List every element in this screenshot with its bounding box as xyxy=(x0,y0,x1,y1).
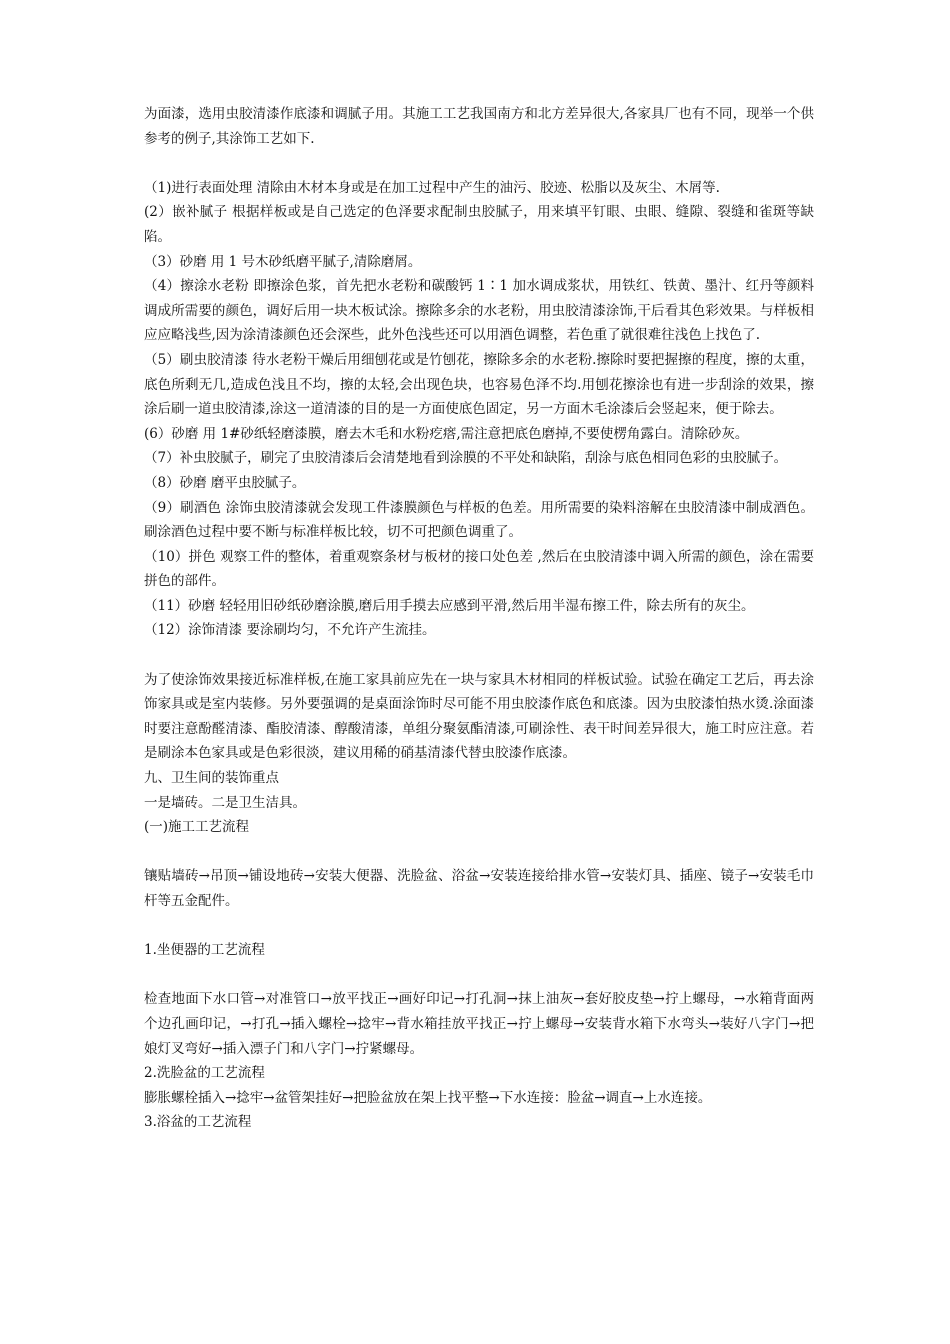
blank-line xyxy=(144,643,814,668)
step-7: （7）补虫胶腻子，刷完了虫胶清漆后会清楚地看到涂膜的不平处和缺陷，刮涂与底色相同色彩的虫胶腻子。 xyxy=(144,450,788,467)
step-5: （5）刷虫胶清漆 待水老粉干燥后用细刨花或是竹刨花，擦除多余的水老粉.擦除时要把握擦的程度，擦的太重，底色所剩无几,造成色浅且不均，擦的太轻,会出现色块，也容易色泽不均.用刨花擦涂也有进一步刮涂的效果，擦涂后刷一道虫胶清漆,涂这一道清漆的目的是一方面使底色固定，另一方面木毛涂漆后会竖起来，便于除去。 xyxy=(144,351,814,418)
step-8: （8）砂磨 磨平虫胶腻子。 xyxy=(144,474,306,491)
toilet-flow-paragraph: 检查地面下水口管→对准管口→放平找正→画好印记→打孔洞→抹上油灰→套好胶皮垫→拧上螺母，→水箱背面两个边孔画印记，→打孔→插入螺栓→捻牢→背水箱挂放平找正→拧上螺母→安装背水箱下水弯头→装好八字门→把娘灯叉弯好→插入漂子门和八字门→拧紧螺母。 xyxy=(144,991,814,1057)
document-body xyxy=(144,102,814,1135)
basin-flow-heading: 2.洗脸盆的工艺流程 xyxy=(144,1065,265,1082)
bathtub-flow-heading: 3.浴盆的工艺流程 xyxy=(144,1114,252,1131)
step-4: （4）擦涂水老粉 即擦涂色浆，首先把水老粉和碳酸钙 1∶1 加水调成浆状，用铁红、铁黄、墨汁、红丹等颜料调成所需要的颜色，调好后用一块木板试涂。擦除多余的水老粉，用虫胶清漆涂饰,干后看其色彩效果。与样板相应应略浅些,因为涂清漆颜色还会深些，此外色浅些还可以用酒色调整，若色重了就很难往浅色上找色了. xyxy=(144,278,814,344)
main-flow-paragraph: 镶贴墙砖→吊顶→铺设地砖→安装大便器、洗脸盆、浴盆→安装连接给排水管→安装灯具、插座、镜子→安装毛巾杆等五金配件。 xyxy=(144,868,814,909)
step-6: (6）砂磨 用 1#砂纸轻磨漆膜，磨去木毛和水粉疙瘩,需注意把底色磨掉,不要使楞角露白。清除砂灰。 xyxy=(144,425,749,442)
step-11: （11）砂磨 轻轻用旧砂纸砂磨涂膜,磨后用手摸去应感到平滑,然后用半湿布擦工件，除去所有的灰尘。 xyxy=(144,597,755,614)
blank-line xyxy=(144,840,814,865)
step-9: （9）刷酒色 涂饰虫胶清漆就会发现工件漆膜颜色与样板的色差。用所需要的染料溶解在虫胶清漆中制成酒色。刷涂酒色过程中要不断与标准样板比较，切不可把颜色调重了。 xyxy=(144,499,814,541)
blank-line xyxy=(144,151,814,176)
blank-line xyxy=(144,963,814,988)
step-12: （12）涂饰清漆 要涂刷均匀，不允许产生流挂。 xyxy=(144,622,436,639)
step-2: (2）嵌补腻子 根据样板或是自己选定的色泽要求配制虫胶腻子，用来填平钉眼、虫眼、缝隙、裂缝和雀斑等缺陷。 xyxy=(144,204,814,245)
subsection-1-heading: (一)施工工艺流程 xyxy=(144,819,250,836)
section-9-heading: 九、卫生间的装饰重点 xyxy=(144,770,279,787)
step-1: （1)进行表面处理 清除由木材本身或是在加工过程中产生的油污、胶迹、松脂以及灰尘、木屑等. xyxy=(144,179,720,196)
step-10: （10）拼色 观察工件的整体，着重观察条材与板材的接口处色差 ,然后在虫胶清漆中调入所需的颜色，涂在需要拼色的部件。 xyxy=(144,548,814,590)
step-3: （3）砂磨 用 1 号木砂纸磨平腻子,清除磨屑。 xyxy=(144,253,422,270)
section-9-line: 一是墙砖。二是卫生洁具。 xyxy=(144,794,306,811)
blank-line xyxy=(144,914,814,939)
intro-paragraph: 为面漆，选用虫胶清漆作底漆和调腻子用。其施工工艺我国南方和北方差异很大,各家具厂也有不同，现举一个供参考的例子,其涂饰工艺如下. xyxy=(144,106,814,147)
summary-paragraph: 为了使涂饰效果接近标准样板,在施工家具前应先在一块与家具木材相同的样板试验。试验在确定工艺后，再去涂饰家具或是室内装修。另外要强调的是桌面涂饰时尽可能不用虫胶漆作底色和底漆。因为虫胶漆怕热水烫.涂面漆时要注意酚醛清漆、酯胶清漆、醇酸清漆，单组分聚氨酯清漆,可刷涂性、表干时间差异很大，施工时应注意。若是刷涂本色家具或是色彩很淡，建议用稀的硝基清漆代替虫胶漆作底漆。 xyxy=(144,671,814,762)
basin-flow-paragraph: 膨胀螺栓插入→捻牢→盆管架挂好→把脸盆放在架上找平整→下水连接：脸盆→调直→上水连接。 xyxy=(144,1089,712,1106)
toilet-flow-heading: 1.坐便器的工艺流程 xyxy=(144,942,265,959)
